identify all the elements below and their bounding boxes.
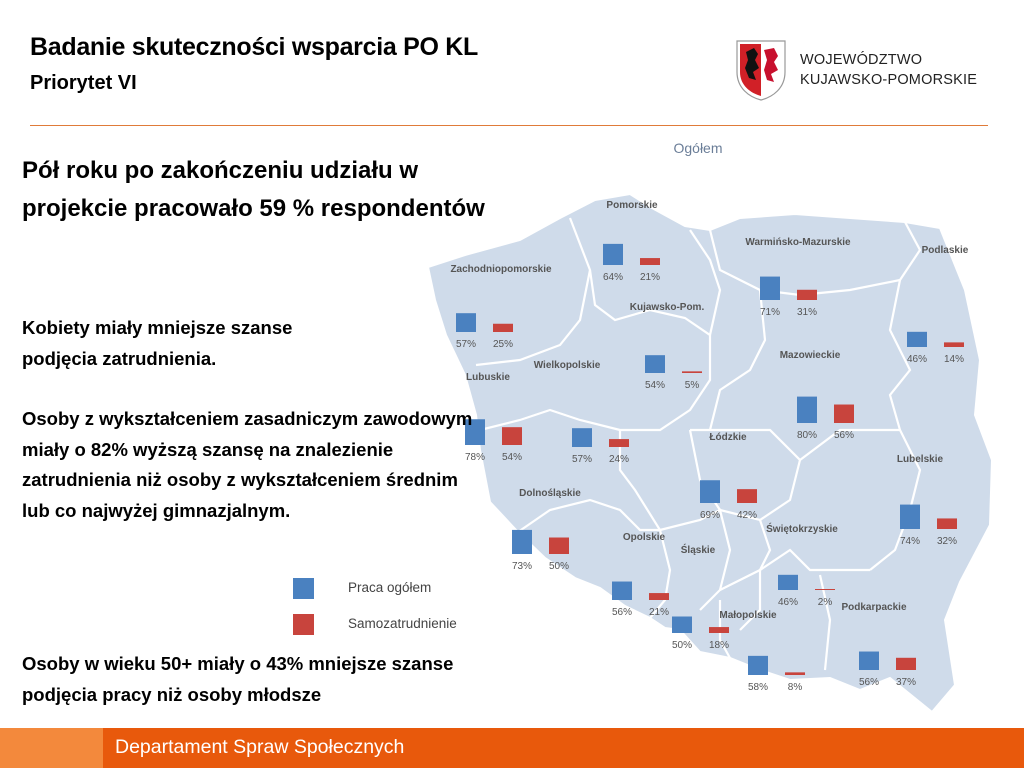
region-7-label-samo: 24% bbox=[608, 454, 630, 465]
region-9-label-samo: 32% bbox=[936, 536, 958, 547]
region-8-bar-praca bbox=[700, 480, 720, 503]
region-1-bar-praca bbox=[760, 277, 780, 300]
region-4-label-praca: 54% bbox=[644, 380, 666, 391]
header-divider bbox=[30, 125, 988, 126]
region-3-label-praca: 57% bbox=[455, 339, 477, 350]
region-11-label-samo: 2% bbox=[817, 597, 833, 608]
region-0-label-samo: 21% bbox=[639, 272, 661, 283]
region-0-label-praca: 64% bbox=[602, 272, 624, 283]
region-12-name: Opolskie bbox=[622, 532, 666, 543]
region-5-bar-samo bbox=[834, 405, 854, 423]
region-1-label-samo: 31% bbox=[796, 307, 818, 318]
slide-title: Badanie skuteczności wsparcia PO KL bbox=[30, 33, 478, 61]
finding-education: Osoby z wykształceniem zasadniczym zawodowym miały o 82% wyższą szansę na znalezienie zatrudnienia niż osoby z wykształceniem średnim lub co najwyżej gimnazjalnym. bbox=[22, 408, 473, 521]
region-15-name: Podkarpackie bbox=[841, 602, 907, 613]
region-14-label-samo: 8% bbox=[787, 682, 803, 693]
region-4-bar-samo bbox=[682, 371, 702, 373]
region-12-bar-samo bbox=[649, 593, 669, 600]
region-3-bar-samo bbox=[493, 324, 513, 332]
region-2-label-samo: 14% bbox=[943, 354, 965, 365]
region-8-name: Łódzkie bbox=[709, 432, 747, 443]
footer-bar bbox=[0, 728, 1024, 768]
region-10-bar-praca bbox=[512, 530, 532, 554]
region-15-bar-praca bbox=[859, 652, 879, 670]
region-2-label-praca: 46% bbox=[906, 354, 928, 365]
region-10-name: Dolnośląskie bbox=[519, 488, 581, 499]
poland-map-chart bbox=[420, 130, 1020, 725]
region-9-name: Lubelskie bbox=[896, 454, 944, 465]
region-10-label-praca: 73% bbox=[511, 561, 533, 572]
coat-of-arms-icon bbox=[734, 38, 788, 102]
headline-text: Pół roku po zakończeniu udziału w projekcie pracowało 59 % respondentów bbox=[22, 157, 485, 222]
legend-swatch-praca bbox=[293, 578, 314, 599]
region-3-name: Zachodniopomorskie bbox=[450, 264, 552, 275]
region-1-name: Warmińsko-Mazurskie bbox=[745, 237, 851, 248]
region-13-name: Śląskie bbox=[680, 545, 716, 556]
region-6-label-samo: 54% bbox=[501, 452, 523, 463]
region-logo bbox=[734, 38, 990, 102]
footer-accent bbox=[0, 728, 103, 768]
region-2-bar-praca bbox=[907, 332, 927, 347]
region-15-bar-samo bbox=[896, 658, 916, 670]
region-12-label-praca: 56% bbox=[611, 607, 633, 618]
legend-swatch-samo bbox=[293, 614, 314, 635]
region-5-label-praca: 80% bbox=[796, 430, 818, 441]
region-3-bar-praca bbox=[456, 313, 476, 332]
logo-line-2: KUJAWSKO-POMORSKIE bbox=[800, 72, 978, 88]
region-13-label-samo: 18% bbox=[708, 640, 730, 651]
region-9-label-praca: 74% bbox=[899, 536, 921, 547]
region-8-label-praca: 69% bbox=[699, 510, 721, 521]
region-8-label-samo: 42% bbox=[736, 510, 758, 521]
region-0-name: Pomorskie bbox=[606, 200, 658, 211]
region-5-bar-praca bbox=[797, 397, 817, 423]
finding-age: Osoby w wieku 50+ miały o 43% mniejsze szanse podjęcia pracy niż osoby młodsze bbox=[22, 653, 454, 705]
region-11-bar-samo bbox=[815, 589, 835, 590]
region-1-bar-samo bbox=[797, 290, 817, 300]
region-15-label-praca: 56% bbox=[858, 677, 880, 688]
region-12-bar-praca bbox=[612, 582, 632, 600]
legend-label-samo: Samozatrudnienie bbox=[348, 616, 457, 631]
legend-label-praca: Praca ogółem bbox=[348, 580, 432, 595]
region-6-name: Lubuskie bbox=[466, 372, 510, 383]
region-5-label-samo: 56% bbox=[833, 430, 855, 441]
region-13-bar-samo bbox=[709, 627, 729, 633]
finding-women: Kobiety miały mniejsze szanse podjęcia zatrudnienia. bbox=[22, 317, 293, 369]
region-6-label-praca: 78% bbox=[464, 452, 486, 463]
region-7-label-praca: 57% bbox=[571, 454, 593, 465]
region-3-label-samo: 25% bbox=[492, 339, 514, 350]
region-2-name: Podlaskie bbox=[921, 245, 969, 256]
region-11-bar-praca bbox=[778, 575, 798, 590]
region-4-label-samo: 5% bbox=[684, 380, 700, 391]
region-13-label-praca: 50% bbox=[671, 640, 693, 651]
region-13-bar-praca bbox=[672, 617, 692, 634]
region-0-bar-praca bbox=[603, 244, 623, 265]
logo-line-1: WOJEWÓDZTWO bbox=[800, 52, 923, 68]
region-1-label-praca: 71% bbox=[759, 307, 781, 318]
chart-legend bbox=[285, 572, 475, 642]
region-10-label-samo: 50% bbox=[548, 561, 570, 572]
region-10-bar-samo bbox=[549, 538, 569, 555]
region-14-bar-praca bbox=[748, 656, 768, 675]
region-7-bar-praca bbox=[572, 428, 592, 447]
region-11-label-praca: 46% bbox=[777, 597, 799, 608]
footer-text: Departament Spraw Społecznych bbox=[115, 736, 405, 758]
region-14-label-praca: 58% bbox=[747, 682, 769, 693]
region-2-bar-samo bbox=[944, 342, 964, 347]
region-4-name: Kujawsko-Pom. bbox=[629, 302, 705, 313]
region-0-bar-samo bbox=[640, 258, 660, 265]
region-7-bar-samo bbox=[609, 439, 629, 447]
region-11-name: Świętokrzyskie bbox=[766, 524, 838, 535]
region-14-name: Małopolskie bbox=[719, 610, 777, 621]
chart-title: Ogółem bbox=[673, 140, 723, 156]
region-6-bar-samo bbox=[502, 427, 522, 445]
region-7-name: Wielkopolskie bbox=[533, 360, 601, 371]
region-8-bar-samo bbox=[737, 489, 757, 503]
region-9-bar-samo bbox=[937, 518, 957, 529]
logo-text bbox=[800, 50, 977, 90]
region-5-name: Mazowieckie bbox=[779, 350, 841, 361]
region-14-bar-samo bbox=[785, 672, 805, 675]
slide-subtitle: Priorytet VI bbox=[30, 72, 137, 94]
region-4-bar-praca bbox=[645, 355, 665, 373]
region-9-bar-praca bbox=[900, 505, 920, 529]
region-15-label-samo: 37% bbox=[895, 677, 917, 688]
region-12-label-samo: 21% bbox=[648, 607, 670, 618]
